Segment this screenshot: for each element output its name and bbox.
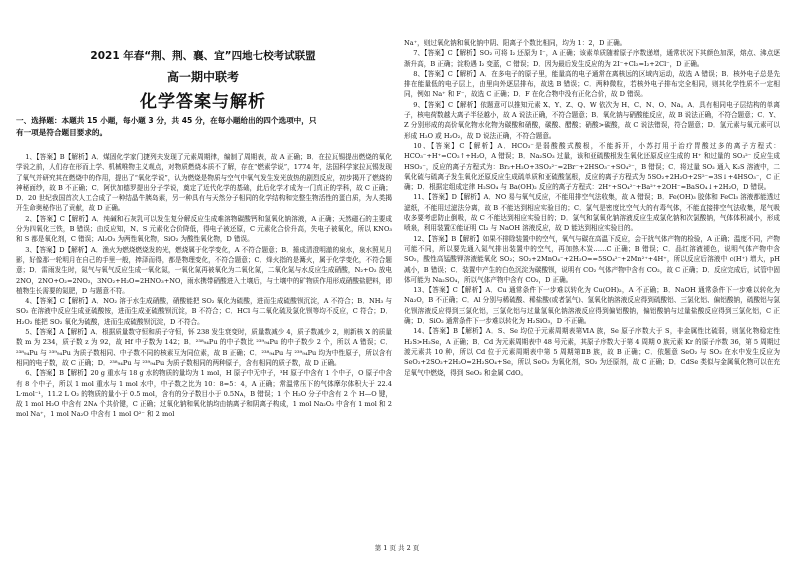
answer-5: 5、【答案】A【解析】A．根据质量数守恒和质子守恒，钚 238 发生衰变时，质量数减少 4，质子数减少 2，则新核 X 的质量数 m 为 234，质子数 z 为 92，故 Hf 中子数为 142；B．²³⁸₉₄Pu 的中子数比 ²³⁹₉₄Pu 的中子数少 2 个，所以 A 错误；C．²³⁸₉₄Pu 与 ²³⁹₉₄Pu 为质子数相同、中子数不同的核素互为同位素，故 B 正确；C．²³⁸₉₄Pu 与 ²³⁹₉₄Pu 均为中性原子，所以含有相同的电子数，故 C 正确；D．²³⁸₉₄Pu 与 ²³⁹₉₄Pu 为质子数相同的两种原子，含有相同的质子数，故 D 正确。 <box>16 328 392 367</box>
answer-3: 3、【答案】D【解析】A．渔火为燃烧燃烧发的光，燃烧属于化学变化，A 不符合题意；B．捶成清澄明澈的泉水，泉水照见月影，好像那一轮明月在自己的手里一般，捧泽而得，都是物理变化，不符合题意；C．烽火指的是篝火，属于化学变化，不符合题意；D．雷雨发生时，氮气与氧气反应生成一氧化氮，一氧化氮再被氧化为二氧化氮，二氧化氮与水反应生成硝酸，N₂+O₂ 放电 2NO，2NO+O₂=2NO₂，3NO₂+H₂O=2HNO₃+NO，雨水携带硝酸进入土壤后，与土壤中的矿物质作用形成硝酸盐肥料，即植物生长需要的氮肥，D 与题意不符。 <box>16 245 392 295</box>
page-title: 化学答案与解析 <box>140 92 266 112</box>
answer-6-continued: Na⁺，则过氧化钠和氧化钠中阴、阳离子个数比相同，均为 1：2，D 正确。 <box>404 39 627 47</box>
answer-8: 8、【答案】C【解析】A．在多电子的原子里，能量高的电子通常在离核远的区域内运动，故选 A 错误；B．核外电子总是先排在能量低的电子层上，由里向外逐层排布，故选 B 错误；C．两种微粒，若核外电子排布完全相同，则其化学性质不一定相同，例如 Na⁺ 和 F⁻，故选 C 正确；D．F 在化合物中没有正化合价，故 D 错误。 <box>404 69 780 99</box>
answer-10: 10、【答案】C【解析】A．HCO₃⁻是弱酸酸式酸根，不能拆开，小苏打用于治疗胃酸过多的离子方程式：HCO₃⁻+H⁺=CO₂↑+H₂O，A 错误；B．Na₂SO₃ 过量，该和亚硫酸根发生氧化还原反应生成的 H⁺ 和过量的 SO₃²⁻ 反应生成 HSO₃⁻，反应的离子方程式为：Br₂+H₂O+3SO₃²⁻=2Br⁻+2HSO₃⁻+SO₄²⁻，B 错误；C．将过量 SO₂ 通入 K₂S 溶液中，二氧化硫与硫离子发生氧化还原反应生成硫单质和亚硫酸氢根，反应的离子方程式为 5SO₂+2H₂O+2S²⁻=3S↓+4HSO₃⁻，C 正确；D．根据定组成定律 H₂SO₄ 与 Ba(OH)₂ 反应的离子方程式：2H⁺+SO₄²⁻+Ba²⁺+2OH⁻=BaSO₄↓+2H₂O，D 错误。 <box>404 141 780 192</box>
exam-title: 2021 年春“荆、荆、襄、宜”四地七校考试联盟 <box>90 50 316 62</box>
answer-14: 14、【答案】B【解析】A．S、Se 均位于元素周期表第ⅥA 族，Se 原子序数大于 S，非金属性比硫弱，则氢化物稳定性 H₂S>H₂Se，A 正确；B．Cd 为元素周期表中 48 号元素，其原子序数大于第 4 周期 0 族元素 Kr 的原子序数 36，第 5 周期过渡元素共 10 种，所以 Cd 位于元素周期表中第 5 周期第ⅡB 族，故 B 正确；C．依题意 SeO₂ 与 SO₂ 在水中发生反应为 SeO₂+2SO₂+2H₂O=2H₂SO₄+Se，所以 SeO₂ 为氧化剂，SO₂ 为还原剂，故 C 正确；D．CdSe 类似与金属氧化物可以在充足氧气中燃烧，得到 SeO₂ 和金属 CdO。 <box>404 327 780 377</box>
answer-6: 6、【答案】B【解析】20 g 重水与 18 g 水的物质的量均为 1 mol，H 原子中无中子，³H 原子中含有 1 个中子，O 原子中含有 8 个中子，所以 1 mol 重水与 1 mol 水中，中子数之比为 10：8=5：4，A 正确；常温常压下的气体摩尔体积大于 22.4 L·mol⁻¹，11.2 L O₂ 的物质的量小于 0.5 mol，含有的分子数目小于 0.5Nᴀ，B 错误；1 个 H₂O 分子中含有 2 个 H—O 键，故 1 mol H₂O 中含有 2Nᴀ 个共价键，C 正确；过氧化钠和氧化钠均由钠离子和阴离子构成，1 mol Na₂O₂ 中含有 1 mol 和 2 mol Na⁺，1 mol Na₂O 中含有 1 mol O²⁻ 和 2 mol <box>16 369 392 419</box>
grade-subtitle: 高一期中联考 <box>166 70 239 84</box>
left-column <box>16 152 392 542</box>
answer-2: 2、【答案】C【解析】A．纯碱和石灰乳可以发生复分解反应生成难溶物碳酸钙和氢氧化钠溶液，A 正确；天然磁石的主要成分为四氧化三铁，B 错误；由反应知，N、S 元素化合价降低，得电子被还原，C 元素化合价升高，失电子被氧化，所以 KNO₃ 和 S 都是氧化剂，C 错误；Al₂O₃ 为两性氧化物，SiO₂ 为酸性氧化物，D 错误。 <box>16 214 392 244</box>
answer-4: 4、【答案】C【解析】A．NO₂ 溶于水生成硝酸，硝酸能把 SO₂ 氧化为硫酸，进而生成硫酸钡沉淀，A 不符合；B．NH₃ 与 SO₂ 在溶液中反应生成亚硫酸铵，进而生成亚硫酸钡沉淀，B 不符合；C．HCl 与二氧化硫及氯化钡等均不反应，C 符合；D．H₂O₂ 能把 SO₂ 氧化为硫酸，进而生成硫酸钡沉淀，D 不符合。 <box>16 297 392 326</box>
answer-11: 11、【答案】D【解析】A．NO 易与氧气反应，不能用排空气法收集，故 A 错误；B．Fe(OH)₃ 胶体和 FeCl₃ 溶液都能透过滤纸，不能用过滤法分离，故 B 不能达到相应实验目的；C．氯气是密度比空气大的有毒气体，不能直接排空气法收集，尾气吸收多要考虑防止倒吸，故 C 不能达到相应实验目的；D．氯气和氯氧化钠溶液反应生成氯化钠和次氯酸钠，气体体积减小，形成喷泉，利用装置④能证明 Cl₂ 与 NaOH 溶液反应，故 D 能达到相应实验目的。 <box>404 193 780 233</box>
answer-12: 12、【答案】B【解析】如果不排除装置中的空气，氧气与碳在高温下反应，会干扰气体产物的检验，A 正确；温度不同，产物可能不同，所以要先通入氮气排出装置中的空气，再加热木炭……C 正确；B 错误；C．品红溶液褪色，说明气体产物中含 SO₂，酸性高锰酸钾溶液能氧化 SO₂；SO₂+2MnO₄⁻+2H₂O==5SO₄²⁻+2Mn²⁺+4H⁺，所以反应后溶液中 c(H⁺) 增大，pH 减小，B 错误；C．装置中产生的白色沉淀为碳酸钡，说明有 CO₂ 气体产物中含有 CO₂，故 C 正确；D．反应完成后，试管中固体可能为 Na₂SO₄，所以气体产物中含有 CO₂，D 正确。 <box>404 234 780 284</box>
answer-9: 9、【答案】C【解析】依题意可以推知元素 X、Y、Z、Q、W 依次为 H、C、N、O、Na。A．具有相同电子层结构的单离子，核电荷数越大离子半径越小，故 A 说法正确，不符合题意；B．氧化钠与硝酸能反应，故 B 说法正确，不符合题意；C．Y、Z 分别形成的高价氧化物水化物为碳酸和硝酸，碳酸、醋酸；硝酸>碳酸，故 C 说法错误，符合题意；D．氢元素与氧元素可以形成 H₂O 或 H₂O₂，故 D 说法正确，不符合题意。 <box>404 100 780 140</box>
answer-1: 1、【答案】B【解析】A．煤固化学家门捷列夫发现了元素周期律，编制了周期表，故 A 正确；B．在拉瓦锡提出燃烧的氧化学说之前，人们存在形而上学、机械唯物主义观点，对物质燃烧本质不了解，存在“燃素学说”，1774 年，法国科学家拉瓦锡发现了氧气并研究其在燃烧中的作用，提出了“氧化学说”，认为燃烧是物质与空气中氧气发生发光放热的剧烈反应，初步揭开了燃烧的神秘面纱，故 B 不正确；C．阿伏加德罗提出分子学说，奠定了近代化学的基础，此后化学才成为一门真正的学科，故 C 正确；D．20 世纪我国首次人工合成了一种结晶牛胰岛素，另一种具有与天然分子相同的化学结构和完整生物活性的蛋白质，为人类揭开生命奥秘作出了贡献，故 D 正确。 <box>16 153 392 213</box>
section-heading <box>16 115 390 139</box>
section-heading-line2: 有一项是符合题目要求的。 <box>16 128 108 137</box>
page-footer: 第 1 页 共 2 页 <box>374 544 420 552</box>
right-column <box>404 38 780 538</box>
answer-13: 13、【答案】C【解析】A．Cu 通常条件下一步难以转化为 Cu(OH)₂，A 不正确；B．NaOH 通常条件下一步难以转化为 Na₂O，B 不正确；C．Al 分别与稀硫酸、稀盐酸(或者氯气)、氢氧化钠溶液反应得到硫酸铝、三氯化铝、偏铝酸钠，硫酸铝与氯化钡溶液反应得到三氯化铝，三氯化铝与过量氢氧化钠溶液反应得到偏铝酸钠，偏铝酸钠与过量盐酸反应得到三氯化铝，C 正确；D．SiO₂ 通常条件下一步难以转化为 H₂SiO₃，D 不正确。 <box>404 286 780 326</box>
answer-7: 7、【答案】C【解析】SO₂ 可将 I₂ 还原为 I⁻，A 正确；该素单质随着原子序数递增，通常状况下其颜色加深，熔点、沸点逐渐升高，B 正确；淀粉遇 I₂ 变蓝，C 错误；D．因为最后发生反应的为 2I⁻+Cl₂=I₂+2Cl⁻，D 正确。 <box>404 49 780 68</box>
section-heading-line1: 一、选择题：本题共 15 小题，每小题 3 分，共 45 分，在每小题给出的四个选项中，只 <box>16 116 317 125</box>
